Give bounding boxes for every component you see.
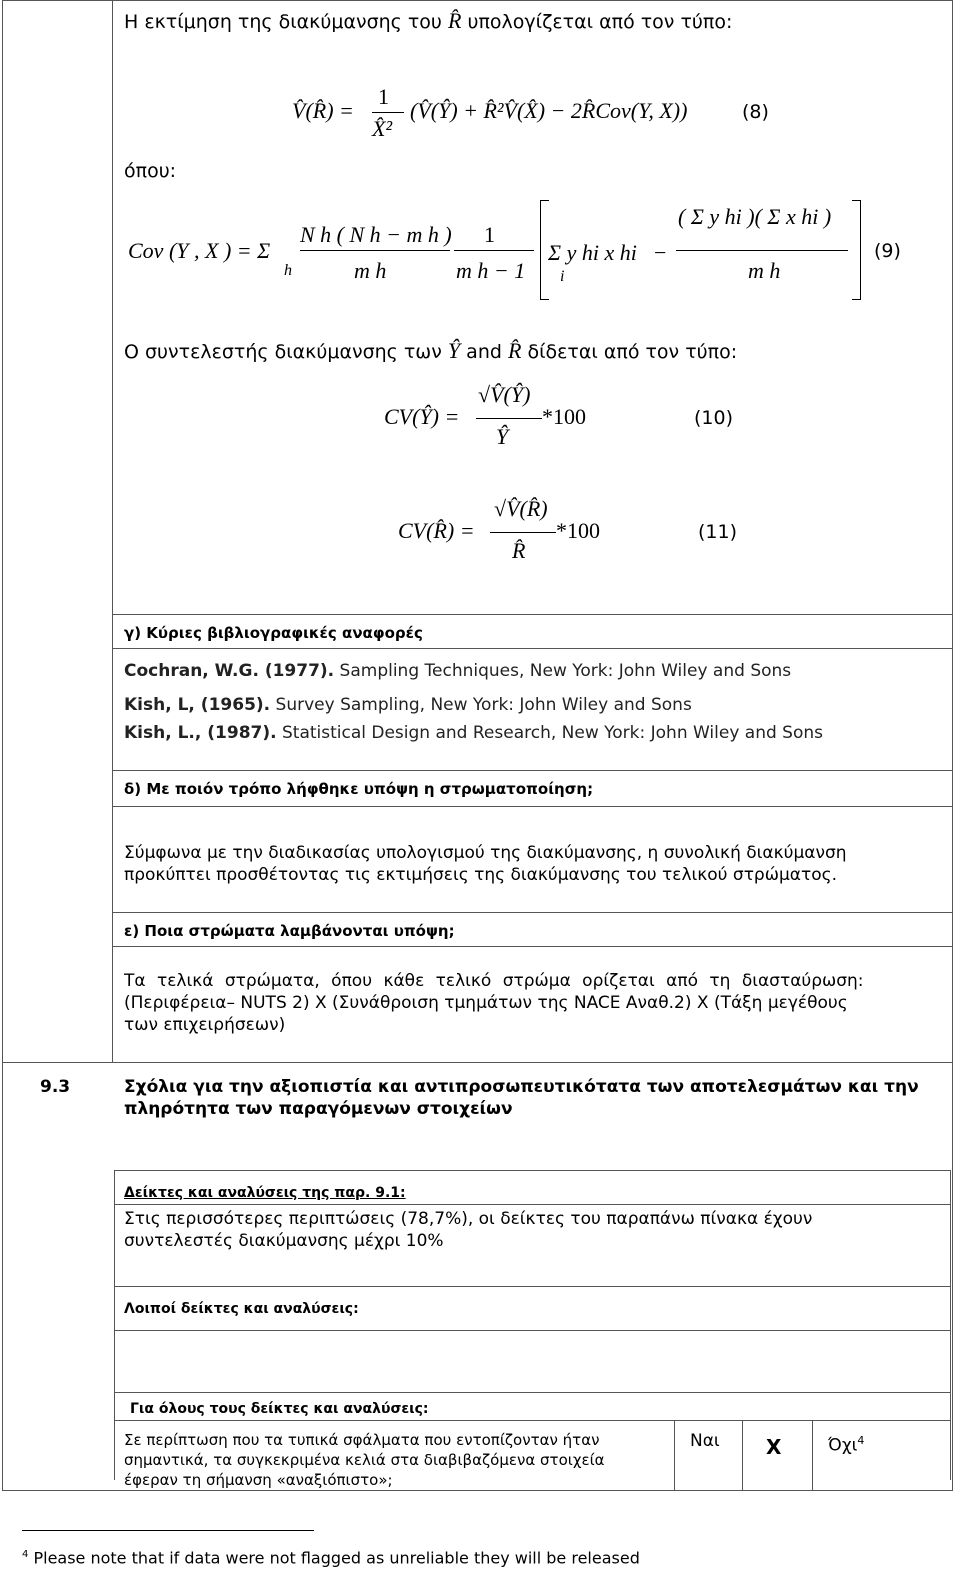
separator-e xyxy=(112,912,953,913)
indicators-91-label: Δείκτες και αναλύσεις της παρ. 9.1: xyxy=(124,1185,406,1201)
eq9-f3-line xyxy=(676,250,848,251)
ref-item xyxy=(124,660,791,682)
eq11-mult: *100 xyxy=(556,518,600,543)
eq9-f3-den: m h xyxy=(748,258,781,283)
eq10-num: √V̂(Ŷ) xyxy=(478,382,531,407)
eq8-frac-den: X̂² xyxy=(372,116,393,141)
eq10-mult: *100 xyxy=(542,404,586,429)
section-93-title-line1: Σχόλια για την αξιοπιστία και αντιπροσωπευτικότατα των αποτελεσμάτων και την xyxy=(124,1077,919,1097)
footnote-text: Please note that if data were not flagged as unreliable they will be released xyxy=(33,1548,640,1568)
separator-d xyxy=(112,770,953,771)
footnote-number: 4 xyxy=(22,1549,29,1560)
eq8-lhs: V̂(R̂) = xyxy=(292,98,354,123)
section-d-line1: Σύμφωνα με την διαδικασίας υπολογισμού της διακύμανσης, η συνολική διακύμανση xyxy=(124,843,847,863)
variance-intro xyxy=(124,10,732,33)
eq8-label: (8) xyxy=(742,101,769,123)
variance-intro-before: Η εκτίμηση της διακύμανσης του xyxy=(124,11,442,33)
other-indicators-label: Λοιποί δείκτες και αναλύσεις: xyxy=(124,1301,359,1317)
box-other-top xyxy=(114,1286,950,1287)
eq8-frac-line xyxy=(372,112,404,113)
variance-intro-after: υπολογίζεται από τον τύπο: xyxy=(467,11,733,33)
section-e-line1: Τα τελικά στρώματα, όπου κάθε τελικό στρώμα ορίζεται από τη διασταύρωση: xyxy=(124,971,864,991)
eq9-f3-num: ( Σ y hi )( Σ x hi ) xyxy=(678,204,832,229)
eq9-label: (9) xyxy=(874,240,901,262)
ref-item xyxy=(124,694,692,716)
box-all-top xyxy=(114,1392,950,1393)
where-label: όπου: xyxy=(124,160,177,182)
eq9-f2-num: 1 xyxy=(484,222,495,247)
section-e-line3: των επιχειρήσεων) xyxy=(124,1015,286,1035)
eq9-f1-den: m h xyxy=(354,258,387,283)
footnote xyxy=(22,1544,640,1569)
frame-top xyxy=(2,0,953,1)
cv-intro-and: and xyxy=(466,341,502,363)
all-indicators-label: Για όλους τους δείκτες και αναλύσεις: xyxy=(130,1401,429,1417)
eq11-lhs: CV(R̂) = xyxy=(398,518,475,543)
indicators-91-line2: συντελεστές διακύμανσης μέχρι 10% xyxy=(124,1231,444,1251)
ref-author: Cochran, W.G. (1977). xyxy=(124,661,335,681)
eq9-minus: − xyxy=(654,240,667,265)
frame-right xyxy=(952,0,953,1490)
all-indicators-question-l3: έφεραν τη σήμανση «αναξιόπιστο»; xyxy=(124,1471,393,1489)
cv-intro-after: δίδεται από τον τύπο: xyxy=(527,341,738,363)
box-91-sep xyxy=(114,1204,950,1205)
cv-intro xyxy=(124,340,737,363)
inner-left xyxy=(112,0,113,1062)
box-91-top xyxy=(114,1170,950,1171)
indicators-91-line1: Στις περισσότερες περιπτώσεις (78,7%), οι δείκτες του παραπάνω πίνακα έχουν xyxy=(124,1209,813,1229)
eq9-sum-sub: h xyxy=(284,262,292,279)
section-e-heading: ε) Ποια στρώματα λαμβάνονται υπόψη; xyxy=(124,922,455,940)
eq8-frac-num: 1 xyxy=(378,84,389,109)
cv-intro-sym1: Ŷ xyxy=(447,338,461,363)
separator-d-body xyxy=(112,806,953,807)
ref-title: Sampling Techniques, New York: John Wiley and Sons xyxy=(334,661,792,681)
eq9-f2-line xyxy=(454,250,534,251)
eq8-body: (V̂(Ŷ) + R̂²V̂(X̂) − 2R̂Cov(Y, X)) xyxy=(410,98,688,123)
eq9-f1-line xyxy=(300,250,450,251)
ref-item xyxy=(124,722,823,744)
section-d-heading: δ) Με ποιόν τρόπο λήφθηκε υπόψη η στρωματοποίηση; xyxy=(124,780,594,798)
separator-refs xyxy=(112,614,953,615)
ref-title: Survey Sampling, New York: John Wiley and Sons xyxy=(270,695,692,715)
eq10-lhs: CV(Ŷ) = xyxy=(384,404,460,429)
separator-e-body xyxy=(112,946,953,947)
eq9-f2-den: m h − 1 xyxy=(456,258,526,283)
cell-sep-1 xyxy=(674,1420,675,1490)
yes-option[interactable]: Ναι xyxy=(690,1431,720,1451)
section-e-line2: (Περιφέρεια– NUTS 2) Χ (Συνάθροιση τμημάτων της NACE Αναθ.2) Χ (Τάξη μεγέθους xyxy=(124,993,848,1013)
cell-sep-3 xyxy=(812,1420,813,1490)
eq9-lhs: Cov (Y , X ) = Σ xyxy=(128,238,271,263)
ref-author: Kish, L., (1987). xyxy=(124,723,277,743)
eq10-label: (10) xyxy=(694,407,734,429)
eq11-line xyxy=(490,532,556,533)
all-indicators-question-l1: Σε περίπτωση που τα τυπικά σφάλματα που εντοπίζονταν ήταν xyxy=(124,1431,600,1449)
eq10-line xyxy=(476,418,542,419)
separator-refs-list xyxy=(112,648,953,649)
ref-author: Kish, L, (1965). xyxy=(124,695,271,715)
frame-left xyxy=(2,0,3,1490)
box-all-sep xyxy=(114,1420,950,1421)
ref-title: Statistical Design and Research, New York: John Wiley and Sons xyxy=(276,723,824,743)
box-other-sep xyxy=(114,1330,950,1331)
section-d-line2: προκύπτει προσθέτοντας τις εκτιμήσεις της διακύμανσης του τελικού στρώματος. xyxy=(124,865,837,885)
eq9-bracket-right xyxy=(852,200,861,300)
eq9-inner-sum: Σ y hi x hi xyxy=(548,240,637,265)
section-93-title-line2: πληρότητα των παραγόμενων στοιχείων xyxy=(124,1099,513,1119)
cv-intro-before: Ο συντελεστής διακύμανσης των xyxy=(124,341,442,363)
eq11-den: R̂ xyxy=(512,538,526,563)
cv-intro-sym2: R̂ xyxy=(507,338,522,363)
all-indicators-question-l2: σημαντικά, τα συγκεκριμένα κελιά στα διαβιβαζόμενα στοιχεία xyxy=(124,1451,605,1469)
eq9-f1-num: N h ( N h − m h ) xyxy=(300,222,452,247)
eq11-num: √V̂(R̂) xyxy=(494,496,548,521)
cell-sep-2 xyxy=(742,1420,743,1490)
variance-intro-symbol: R̂ xyxy=(447,8,462,33)
no-option[interactable] xyxy=(828,1430,864,1457)
answer-mark[interactable]: X xyxy=(766,1435,782,1459)
eq11-label: (11) xyxy=(698,521,738,543)
refs-heading: γ) Κύριες βιβλιογραφικές αναφορές xyxy=(124,624,423,642)
box-91-right xyxy=(950,1170,951,1480)
no-option-footnote-ref: 4 xyxy=(857,1434,865,1447)
box-91-left xyxy=(114,1170,115,1480)
no-option-label: Όχι xyxy=(828,1435,858,1456)
section-93-number: 9.3 xyxy=(40,1077,71,1097)
eq9-inner-sum-sub: i xyxy=(560,268,565,285)
box-all-bottom xyxy=(2,1490,953,1491)
eq10-den: Ŷ xyxy=(496,424,509,449)
separator-93 xyxy=(2,1062,953,1063)
footnote-rule xyxy=(22,1530,314,1531)
